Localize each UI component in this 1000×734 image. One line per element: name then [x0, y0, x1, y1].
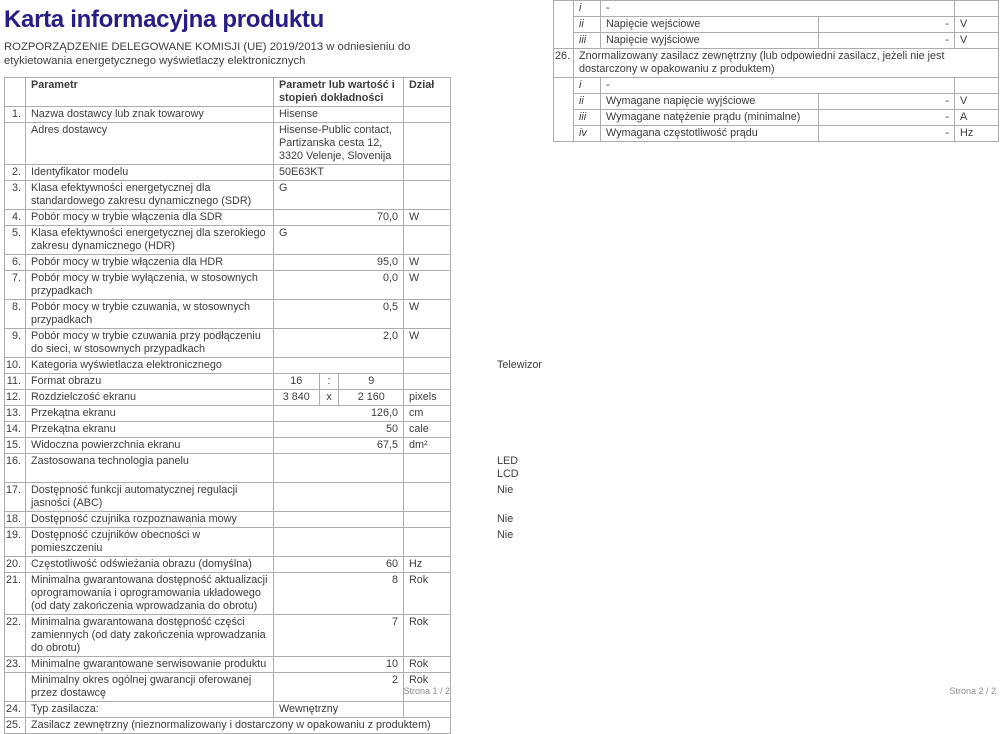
unit-label: Rok: [404, 673, 451, 702]
param-label: Wymagane napięcie wyjściowe: [601, 94, 819, 110]
table-row: [5, 702, 451, 718]
page-subtitle: ROZPORZĄDZENIE DELEGOWANE KOMISJI (UE) 2019/2013 w odniesieniu do etykietowania energetycznego wyświetlaczy elektronicznych: [4, 41, 411, 67]
row-number: 5.: [5, 226, 26, 255]
unit-label: W: [404, 255, 451, 271]
row-subnumber: iii: [574, 33, 601, 49]
row-number: 2.: [5, 165, 26, 181]
unit-label: [404, 123, 451, 165]
param-value: 60: [274, 557, 404, 573]
table-row: [5, 406, 451, 422]
pair-left-value: 16: [290, 375, 303, 387]
page-1-footer: Strona 1 / 2: [403, 686, 450, 696]
param-label: Klasa efektywności energetycznej dla szerokiego zakresu dynamicznego (HDR): [26, 226, 274, 255]
row-number: 14.: [5, 422, 26, 438]
table-row: [5, 615, 451, 657]
row-number: 6.: [5, 255, 26, 271]
table-row: [5, 255, 451, 271]
unit-label: V: [955, 17, 999, 33]
param-label: Typ zasilacza:: [26, 702, 274, 718]
table-row: [5, 483, 451, 512]
pair-right-value: 9: [338, 374, 403, 389]
unit-label: Hz: [404, 557, 451, 573]
row-number: 15.: [5, 438, 26, 454]
table-row: [5, 300, 451, 329]
row-number: 21.: [5, 573, 26, 615]
row-subnumber: ii: [574, 94, 601, 110]
unit-label: [404, 181, 451, 210]
page-2: [553, 0, 998, 142]
param-label: Minimalne gwarantowane serwisowanie produktu: [26, 657, 274, 673]
row-number: 4.: [5, 210, 26, 226]
param-value: 0,0: [274, 271, 404, 300]
table-row: [554, 17, 999, 33]
row-number: 22.: [5, 615, 26, 657]
unit-label: [404, 528, 451, 557]
row-number: 20.: [5, 557, 26, 573]
pair-right-value: 2 160: [338, 390, 403, 405]
row-subnumber: i: [574, 78, 601, 94]
param-label: Adres dostawcy: [26, 123, 274, 165]
unit-label: Rok: [404, 657, 451, 673]
page-2-footer: Strona 2 / 2: [949, 686, 996, 696]
unit-label: [404, 107, 451, 123]
unit-label: W: [404, 329, 451, 358]
row-subnumber: ii: [574, 17, 601, 33]
unit-label: [955, 1, 999, 17]
param-value: Hisense: [274, 107, 404, 123]
unit-label: pixels: [404, 390, 451, 406]
unit-label: Rok: [404, 615, 451, 657]
table-row: [5, 329, 451, 358]
unit-label: A: [955, 110, 999, 126]
param-label: Klasa efektywności energetycznej dla standardowego zakresu dynamicznego (SDR): [26, 181, 274, 210]
param-label: Format obrazu: [26, 374, 274, 390]
row-number: 19.: [5, 528, 26, 557]
param-value: 2,0: [274, 329, 404, 358]
param-value: Hisense-Public contact, Partizanska cesta 12, 3320 Velenje, Slovenija: [274, 123, 404, 165]
param-label: -: [601, 1, 955, 17]
row-number: 17.: [5, 483, 26, 512]
param-value: LED LCD: [274, 454, 404, 483]
page-1: [4, 0, 543, 734]
pair-separator: :: [319, 374, 339, 389]
table-row: [5, 673, 451, 702]
param-label: Zasilacz zewnętrzny (nieznormalizowany i dostarczony w opakowaniu z produktem): [26, 718, 451, 734]
param-label: Minimalny okres ogólnej gwarancji oferowanej przez dostawcę: [26, 673, 274, 702]
param-label: Pobór mocy w trybie włączenia dla SDR: [26, 210, 274, 226]
table-row: [554, 33, 999, 49]
param-label: Pobór mocy w trybie włączenia dla HDR: [26, 255, 274, 271]
row-number: 1.: [5, 107, 26, 123]
unit-label: [404, 512, 451, 528]
value-pair: [274, 390, 403, 405]
row-number: 25.: [5, 718, 26, 734]
unit-label: dm²: [404, 438, 451, 454]
table-row: [554, 1, 999, 17]
pair-left-value: 3 840: [282, 391, 310, 403]
param-label: Częstotliwość odświeżania obrazu (domyślna): [26, 557, 274, 573]
table-row: [554, 110, 999, 126]
unit-label: [404, 358, 451, 374]
row-number: 13.: [5, 406, 26, 422]
row-number: 24.: [5, 702, 26, 718]
row-number: 12.: [5, 390, 26, 406]
param-value: -: [819, 110, 955, 126]
table-row: [5, 390, 451, 406]
row-number: 8.: [5, 300, 26, 329]
row-number: [554, 78, 574, 142]
param-label: Widoczna powierzchnia ekranu: [26, 438, 274, 454]
header-param: Parametr: [26, 78, 274, 107]
unit-label: [404, 483, 451, 512]
table-row: [5, 657, 451, 673]
param-label: Napięcie wejściowe: [601, 17, 819, 33]
table-row: [5, 271, 451, 300]
param-value: 7: [274, 615, 404, 657]
param-value: -: [819, 17, 955, 33]
param-value: 50: [274, 422, 404, 438]
param-label: Przekątna ekranu: [26, 406, 274, 422]
unit-label: [404, 374, 451, 390]
param-label: Pobór mocy w trybie czuwania przy podłączeniu do sieci, w stosownych przypadkach: [26, 329, 274, 358]
unit-label: Rok: [404, 573, 451, 615]
param-label: Nazwa dostawcy lub znak towarowy: [26, 107, 274, 123]
row-number: 9.: [5, 329, 26, 358]
table-row: [5, 557, 451, 573]
table-row: [5, 165, 451, 181]
param-value: Telewizor: [274, 358, 404, 374]
row-number: 18.: [5, 512, 26, 528]
param-label: Przekątna ekranu: [26, 422, 274, 438]
param-label: Wymagane natężenie prądu (minimalne): [601, 110, 819, 126]
param-label: Znormalizowany zasilacz zewnętrzny (lub odpowiedni zasilacz, jeżeli nie jest dostarczony w opakowaniu z produktem): [574, 49, 999, 78]
param-value: 50E63KT: [274, 165, 404, 181]
param-label: Minimalna gwarantowana dostępność części zamiennych (od daty zakończenia wprowadzania do obrotu): [26, 615, 274, 657]
param-value: Nie: [274, 483, 404, 512]
page-title: Karta informacyjna produktu: [4, 6, 324, 33]
param-label: Minimalna gwarantowana dostępność aktualizacji oprogramowania i oprogramowania układowego (od daty zakończenia wprowadzania do obrotu): [26, 573, 274, 615]
param-value: Nie: [274, 512, 404, 528]
param-value: G: [274, 226, 404, 255]
param-label: Identyfikator modelu: [26, 165, 274, 181]
header-value: Parametr lub wartość i stopień dokładności: [274, 78, 404, 107]
table-row: [5, 512, 451, 528]
row-number: [5, 123, 26, 165]
table-row: [5, 374, 451, 390]
param-value: -: [819, 126, 955, 142]
table-row: [5, 422, 451, 438]
row-subnumber: i: [574, 1, 601, 17]
param-value: -: [819, 94, 955, 110]
row-subnumber: iii: [574, 110, 601, 126]
param-value: Wewnętrzny: [274, 702, 404, 718]
row-number: 26.: [554, 49, 574, 78]
table-row: [554, 126, 999, 142]
param-label: Wymagana częstotliwość prądu: [601, 126, 819, 142]
table-row: [5, 210, 451, 226]
unit-label: cm: [404, 406, 451, 422]
product-info-table: [4, 77, 543, 734]
row-number: 16.: [5, 454, 26, 483]
param-value: 70,0: [274, 210, 404, 226]
unit-label: W: [404, 300, 451, 329]
param-label: Pobór mocy w trybie czuwania, w stosownych przypadkach: [26, 300, 274, 329]
param-label: Kategoria wyświetlacza elektronicznego: [26, 358, 274, 374]
unit-label: V: [955, 33, 999, 49]
table-row: [5, 718, 451, 734]
row-number: [554, 1, 574, 49]
param-value: 126,0: [274, 406, 404, 422]
header-unit: Dział: [404, 78, 451, 107]
param-label: Dostępność funkcji automatycznej regulacji jasności (ABC): [26, 483, 274, 512]
table-row: [5, 181, 451, 210]
table-row: [5, 358, 451, 374]
table-row: [554, 49, 999, 78]
param-label: Zastosowana technologia panelu: [26, 454, 274, 483]
unit-label: [404, 165, 451, 181]
row-number: 11.: [5, 374, 26, 390]
table-row: [5, 438, 451, 454]
row-number: 3.: [5, 181, 26, 210]
table-row: [554, 94, 999, 110]
table-row: [5, 573, 451, 615]
param-label: Dostępność czujników obecności w pomieszczeniu: [26, 528, 274, 557]
param-value: 8: [274, 573, 404, 615]
row-number: [5, 673, 26, 702]
row-number: 10.: [5, 358, 26, 374]
table-row: [5, 528, 451, 557]
unit-label: W: [404, 271, 451, 300]
row-subnumber: iv: [574, 126, 601, 142]
param-value: [274, 374, 404, 390]
row-number: 7.: [5, 271, 26, 300]
unit-label: cale: [404, 422, 451, 438]
param-label: Dostępność czujnika rozpoznawania mowy: [26, 512, 274, 528]
unit-label: Hz: [955, 126, 999, 142]
product-info-table-continued: [553, 0, 999, 142]
param-value: 95,0: [274, 255, 404, 271]
param-label: Rozdzielczość ekranu: [26, 390, 274, 406]
table-header-row: [5, 78, 451, 107]
param-value: 0,5: [274, 300, 404, 329]
param-value: [274, 390, 404, 406]
unit-label: V: [955, 94, 999, 110]
pair-separator: x: [319, 390, 339, 405]
param-value: -: [819, 33, 955, 49]
value-pair: [274, 374, 403, 389]
header-number-cell: [5, 78, 26, 107]
param-label: -: [601, 78, 955, 94]
param-value: Nie: [274, 528, 404, 557]
param-value: 2: [274, 673, 404, 702]
unit-label: [404, 454, 451, 483]
table-row: [5, 454, 451, 483]
table-row: [554, 78, 999, 94]
unit-label: [404, 702, 451, 718]
param-value: 10: [274, 657, 404, 673]
table-row: [5, 107, 451, 123]
param-value: G: [274, 181, 404, 210]
param-label: Napięcie wyjściowe: [601, 33, 819, 49]
table-row: [5, 226, 451, 255]
unit-label: [955, 78, 999, 94]
table-row: [5, 123, 451, 165]
param-value: 67,5: [274, 438, 404, 454]
param-label: Pobór mocy w trybie wyłączenia, w stosownych przypadkach: [26, 271, 274, 300]
unit-label: W: [404, 210, 451, 226]
unit-label: [404, 226, 451, 255]
row-number: 23.: [5, 657, 26, 673]
